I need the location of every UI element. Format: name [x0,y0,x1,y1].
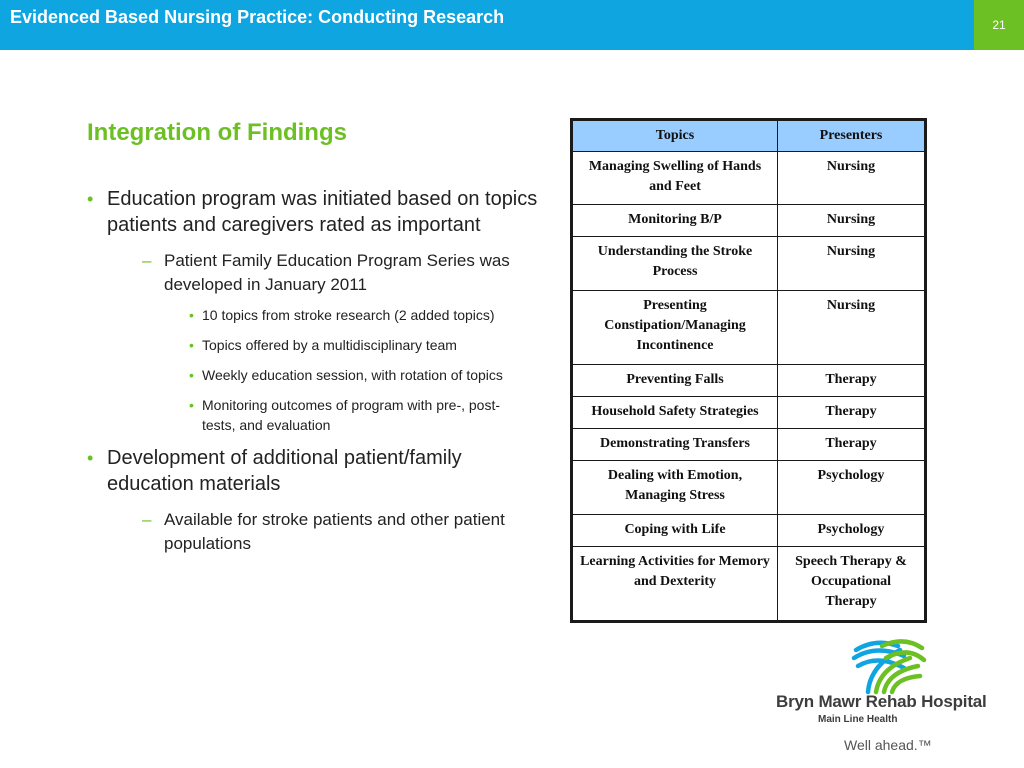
bullet-level3 [189,335,532,355]
table-row [573,152,925,205]
bullet-level1 [87,445,547,497]
table-row [573,514,925,546]
dash-icon: – [142,510,152,529]
bullet-text: Patient Family Education Program Series was developed in January 2011 [164,251,510,294]
slide-header [0,0,1024,50]
topic-cell: Demonstrating Transfers [573,429,778,461]
bullet-level2 [142,508,544,556]
presenter-cell: Psychology [778,461,925,514]
bullet-level3 [189,365,532,385]
presenter-cell: Therapy [778,364,925,396]
bullet-text: Education program was initiated based on topics patients and caregivers rated as important [107,188,538,236]
slide-title: Integration of Findings [87,119,347,146]
topic-cell: Monitoring B/P [573,205,778,237]
presenter-cell: Psychology [778,514,925,546]
table-row [573,237,925,290]
presenter-cell: Therapy [778,396,925,428]
header-title: Evidenced Based Nursing Practice: Conducting Research [10,7,505,27]
topic-cell: Learning Activities for Memory and Dexterity [573,546,778,620]
bullet-text: Available for stroke patients and other patient populations [164,510,505,553]
bullet-dot-icon: • [189,337,194,353]
bullet-text: Topics offered by a multidisciplinary team [202,337,457,353]
bullet-level3 [189,395,532,435]
presenter-cell: Speech Therapy & Occupational Therapy [778,546,925,620]
presenter-cell: Nursing [778,237,925,290]
table-header-row [573,121,925,152]
topic-cell: Understanding the Stroke Process [573,237,778,290]
table-row [573,429,925,461]
topic-cell: Household Safety Strategies [573,396,778,428]
logo-tagline: Well ahead.™ [844,737,932,753]
topic-cell: Presenting Constipation/Managing Incontinence [573,290,778,364]
presenter-cell: Nursing [778,290,925,364]
column-header-topics: Topics [573,121,778,152]
topic-cell: Dealing with Emotion, Managing Stress [573,461,778,514]
table-row [573,290,925,364]
topic-cell: Coping with Life [573,514,778,546]
bullet-level2 [142,249,544,297]
bullet-text: 10 topics from stroke research (2 added topics) [202,307,495,323]
table-row [573,364,925,396]
logo-subtitle: Main Line Health [818,714,898,725]
bullet-text: Monitoring outcomes of program with pre-, post- tests, and evaluation [202,397,501,433]
hospital-logo [776,636,1006,756]
bullet-level1 [87,186,547,238]
table-row [573,546,925,620]
bullet-dot-icon: • [189,397,194,413]
column-header-presenters: Presenters [778,121,925,152]
topic-cell: Preventing Falls [573,364,778,396]
bullet-dot-icon: • [189,307,194,323]
logo-hospital-name: Bryn Mawr Rehab Hospital [776,692,987,711]
bullet-text: Development of additional patient/family education materials [107,447,462,495]
table-row [573,205,925,237]
table-row [573,396,925,428]
bullet-level3 [189,305,532,325]
presenter-cell: Therapy [778,429,925,461]
topics-table [570,118,927,623]
bullet-content [87,186,547,564]
presenter-cell: Nursing [778,152,925,205]
bullet-dot-icon: • [189,367,194,383]
logo-arcs-icon [776,636,1006,696]
bullet-text: Weekly education session, with rotation of topics [202,367,503,383]
topic-cell: Managing Swelling of Hands and Feet [573,152,778,205]
table-row [573,461,925,514]
bullet-dot-icon: • [87,448,94,468]
bullet-dot-icon: • [87,189,94,209]
presenter-cell: Nursing [778,205,925,237]
dash-icon: – [142,251,152,270]
page-number-badge: 21 [974,0,1024,50]
